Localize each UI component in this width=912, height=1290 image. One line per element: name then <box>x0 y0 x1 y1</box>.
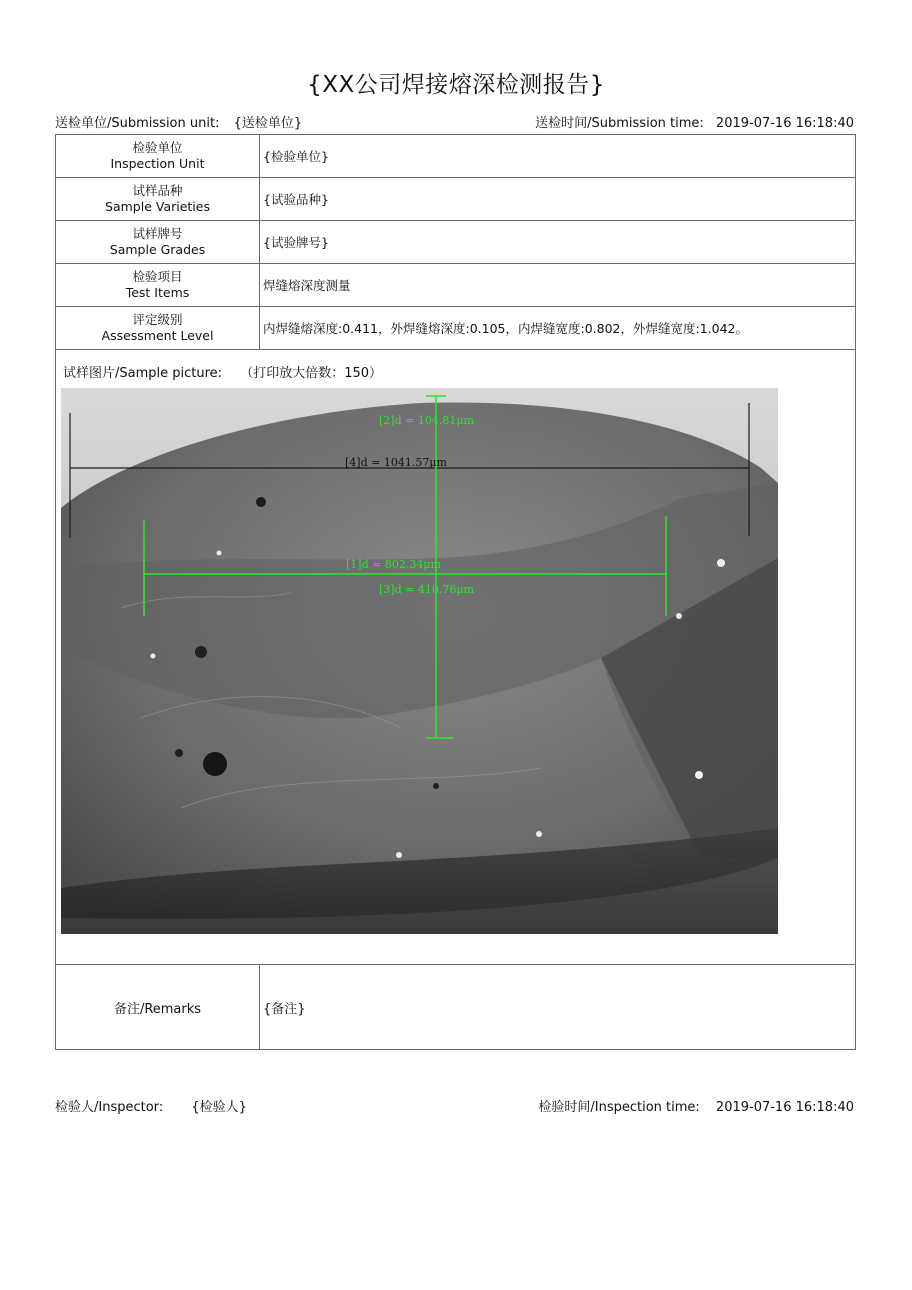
info-value: 焊缝熔深度测量 <box>260 264 856 307</box>
label-cn: 检验项目 <box>132 269 183 284</box>
sample-picture-label: 试样图片/Sample picture: <box>63 366 223 381</box>
inspector-line <box>55 1096 247 1115</box>
inspection-time-value: 2019-07-16 16:18:40 <box>715 1100 854 1115</box>
bright-spot <box>695 771 703 779</box>
inspection-time-line <box>538 1096 854 1115</box>
report-title: {XX公司焊接熔深检测报告} <box>307 72 605 98</box>
label-cn: 试样品种 <box>132 183 183 198</box>
info-value: {试验品种} <box>260 178 856 221</box>
info-label <box>56 264 260 307</box>
label-cn: 检验单位 <box>132 140 183 155</box>
label-cn: 评定级别 <box>132 312 183 327</box>
label-en: Inspection Unit <box>110 156 205 171</box>
remarks-row <box>56 965 856 1050</box>
label-en: Test Items <box>125 285 190 300</box>
annotation-inner-width: [1]d = 802.34μm <box>346 558 441 571</box>
info-value: {检验单位} <box>260 135 856 178</box>
remarks-value: {备注} <box>260 965 856 1050</box>
info-row-sample-grades <box>56 221 856 264</box>
pore <box>433 783 439 789</box>
bright-spot <box>396 852 402 858</box>
pore <box>203 752 227 776</box>
submission-unit-value: {送检单位} <box>233 116 303 131</box>
inspection-time-label: 检验时间/Inspection time: <box>538 1100 700 1115</box>
bright-spot <box>536 831 542 837</box>
info-row-sample-varieties <box>56 178 856 221</box>
info-label <box>56 135 260 178</box>
pore <box>195 646 207 658</box>
pore <box>256 497 266 507</box>
annotation-overall-width: [4]d = 1041.57μm <box>345 456 447 469</box>
submission-time-label: 送检时间/Submission time: <box>535 116 704 131</box>
bright-spot <box>676 613 682 619</box>
pore <box>175 749 183 757</box>
inspector-label: 检验人/Inspector: <box>55 1100 164 1115</box>
inspector-value: {检验人} <box>191 1100 247 1115</box>
sample-picture-panel <box>55 348 856 965</box>
info-row-assessment-level <box>56 307 856 350</box>
info-table <box>55 134 856 350</box>
magnification-note: （打印放大倍数：150） <box>240 366 383 381</box>
info-row-test-items <box>56 264 856 307</box>
weld-micrograph <box>61 388 778 934</box>
submission-unit-label: 送检单位/Submission unit: <box>55 116 220 131</box>
info-label <box>56 221 260 264</box>
bright-spot <box>151 654 156 659</box>
info-value: {试验牌号} <box>260 221 856 264</box>
info-row-inspection-unit <box>56 135 856 178</box>
annotation-top-depth: [2]d = 104.81μm <box>379 414 474 427</box>
info-value: 内焊缝熔深度:0.411，外焊缝熔深度:0.105，内焊缝宽度:0.802，外焊缝宽度:1.042。 <box>260 307 856 350</box>
label-en: Assessment Level <box>101 328 214 343</box>
label-en: Sample Varieties <box>105 199 210 214</box>
remarks-label: 备注/Remarks <box>56 965 260 1050</box>
bright-spot <box>717 559 725 567</box>
sample-picture-caption <box>63 362 382 381</box>
submission-unit-line <box>55 112 302 131</box>
submission-time-value: 2019-07-16 16:18:40 <box>715 116 854 131</box>
label-cn: 试样牌号 <box>132 226 183 241</box>
annotation-inner-depth: [3]d = 410.76μm <box>379 583 474 596</box>
info-label <box>56 178 260 221</box>
submission-time-line <box>535 112 854 131</box>
info-label <box>56 307 260 350</box>
label-en: Sample Grades <box>109 242 206 257</box>
bright-spot <box>217 551 222 556</box>
remarks-table <box>55 964 856 1050</box>
